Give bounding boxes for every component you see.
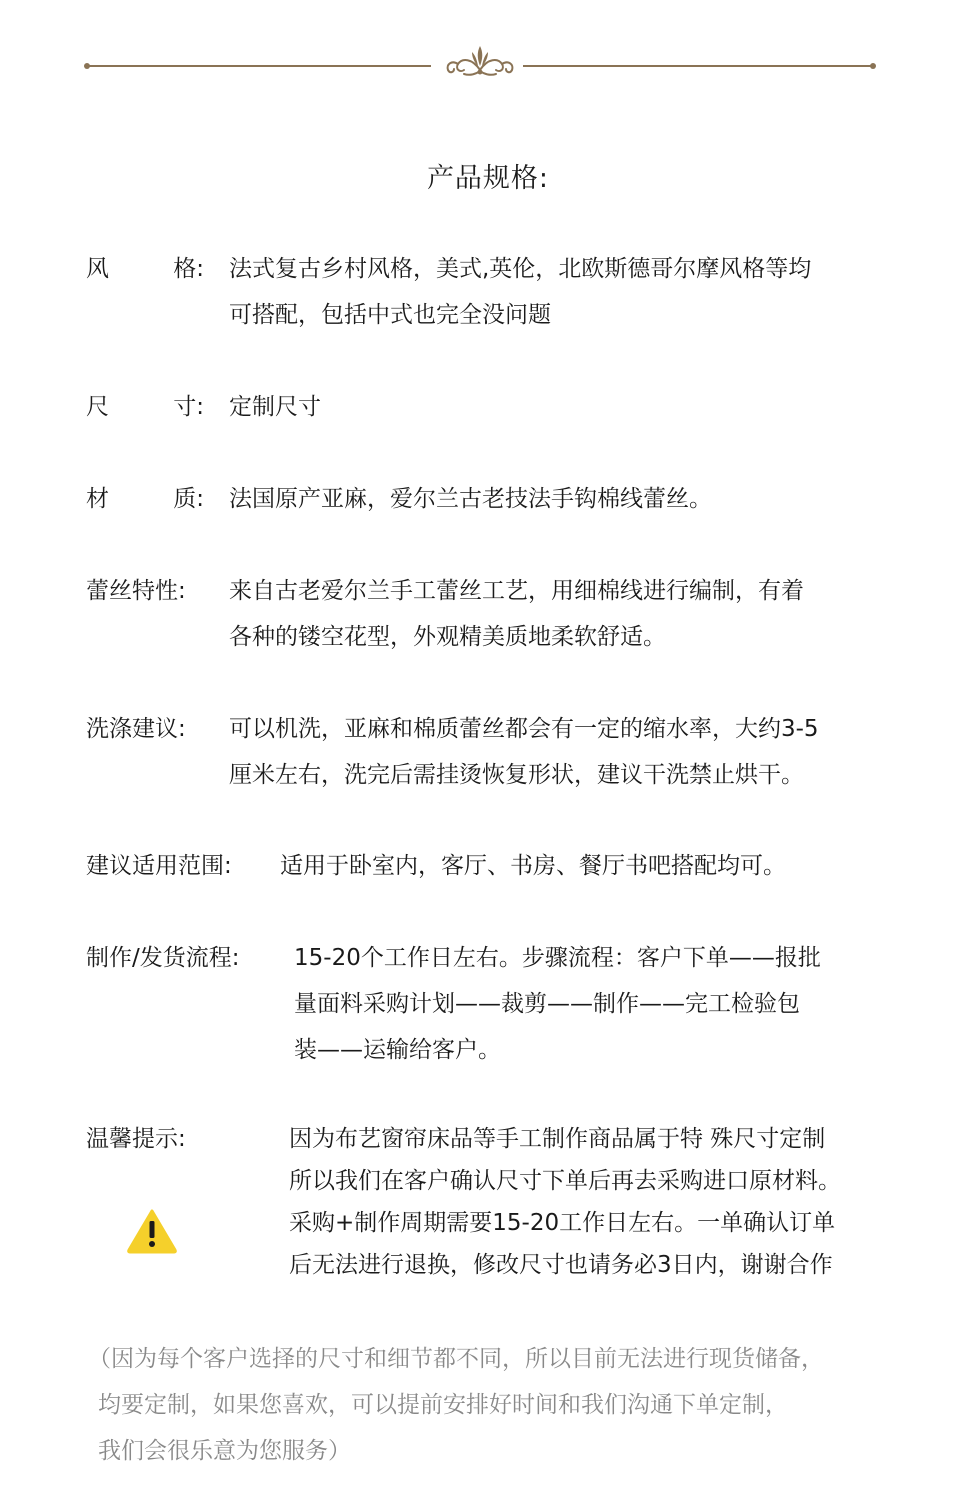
label-char: 格: (173, 256, 204, 282)
spec-value (229, 384, 321, 430)
spec-value (280, 843, 786, 889)
spec-line: 装——运输给客户。 (294, 1037, 501, 1063)
divider-line-left (86, 65, 431, 67)
divider-end-dot (870, 63, 876, 69)
ornamental-divider (86, 40, 874, 90)
spec-value (294, 935, 821, 1073)
note-line: 我们会很乐意为您服务） (98, 1438, 351, 1464)
label-char: 材 (86, 486, 109, 512)
spec-line: 法国原产亚麻，爱尔兰古老技法手钩棉线蕾丝。 (229, 486, 712, 512)
spec-label: 建议适用范围: (86, 853, 232, 879)
spec-value (229, 706, 819, 798)
spec-label (86, 476, 204, 522)
spec-line: 各种的镂空花型，外观精美质地柔软舒适。 (229, 624, 666, 650)
divider-line-right (523, 65, 874, 67)
spec-value (229, 568, 804, 660)
note-line: （因为每个客户选择的尺寸和细节都不同，所以目前无法进行现货储备， (88, 1346, 824, 1372)
spec-value (229, 476, 712, 522)
spec-line: 定制尺寸 (229, 394, 321, 420)
spec-line: 15-20个工作日左右。步骤流程：客户下单——报批 (294, 945, 821, 971)
spec-line: 采购+制作周期需要15-20工作日左右。一单确认订单 (289, 1210, 836, 1236)
spec-label (86, 246, 204, 292)
label-char: 寸: (173, 394, 204, 420)
spec-label: 制作/发货流程: (86, 945, 240, 971)
spec-label: 温馨提示: (86, 1126, 186, 1152)
spec-line: 可搭配，包括中式也完全没问题 (229, 302, 551, 328)
page-title: 产品规格: (426, 163, 550, 194)
label-char: 尺 (86, 394, 109, 420)
spec-label: 蕾丝特性: (86, 578, 186, 604)
footer-note (88, 1336, 824, 1474)
spec-label: 洗涤建议: (86, 716, 186, 742)
spec-line: 量面料采购计划——裁剪——制作——完工检验包 (294, 991, 800, 1017)
spec-value (289, 1118, 841, 1286)
warning-triangle-icon (126, 1208, 178, 1254)
spec-line: 法式复古乡村风格，美式,英伦，北欧斯德哥尔摩风格等均 (229, 256, 812, 282)
spec-value (229, 246, 811, 338)
label-char: 风 (86, 256, 109, 282)
spec-label (86, 384, 204, 430)
flourish-ornament-icon (442, 40, 518, 90)
spec-line: 后无法进行退换，修改尺寸也请务必3日内，谢谢合作 (289, 1252, 833, 1278)
label-char: 质: (173, 486, 204, 512)
spec-line: 所以我们在客户确认尺寸下单后再去采购进口原材料。 (289, 1168, 841, 1194)
spec-line: 因为布艺窗帘床品等手工制作商品属于特 殊尺寸定制 (289, 1126, 826, 1152)
spec-line: 来自古老爱尔兰手工蕾丝工艺，用细棉线进行编制，有着 (229, 578, 804, 604)
note-line: 均要定制，如果您喜欢，可以提前安排好时间和我们沟通下单定制， (98, 1392, 788, 1418)
spec-line: 可以机洗，亚麻和棉质蕾丝都会有一定的缩水率，大约3-5 (229, 716, 819, 742)
spec-line: 适用于卧室内，客厅、书房、餐厅书吧搭配均可。 (280, 853, 786, 879)
spec-line: 厘米左右，洗完后需挂烫恢复形状，建议干洗禁止烘干。 (229, 762, 804, 788)
